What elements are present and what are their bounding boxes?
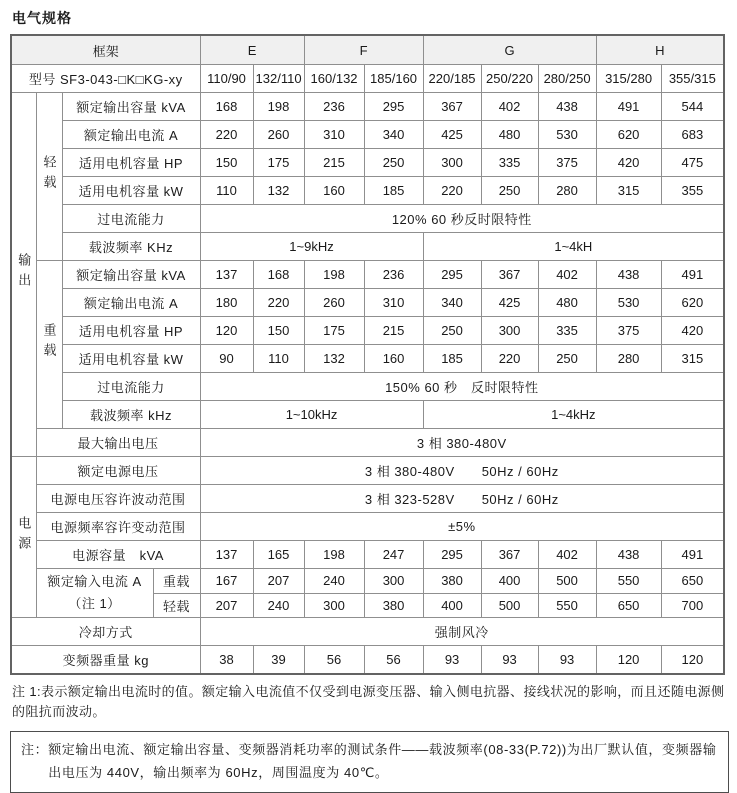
footnote-2-box xyxy=(10,731,729,793)
value-cell: 620 xyxy=(661,289,724,317)
value-cell: 260 xyxy=(304,289,364,317)
frame-label: 框架 xyxy=(11,35,200,65)
value-cell: 260 xyxy=(253,121,304,149)
value-cell: 420 xyxy=(661,317,724,345)
light-load-label: 轻载 xyxy=(36,93,62,261)
row-label: 额定电源电压 xyxy=(36,457,200,485)
input-current-label-line1: 额定输入电流 A xyxy=(47,574,142,589)
value-cell: 375 xyxy=(596,317,661,345)
merged-value-cell: 120% 60 秒反时限特性 xyxy=(200,205,724,233)
value-cell: 39 xyxy=(253,646,304,675)
value-cell: 310 xyxy=(364,289,423,317)
frame-f: F xyxy=(304,35,423,65)
value-cell: 240 xyxy=(253,593,304,618)
value-cell: 137 xyxy=(200,541,253,569)
model-cell: 220/185 xyxy=(423,65,481,93)
table-row xyxy=(11,177,724,205)
value-cell: 402 xyxy=(538,541,596,569)
carrier-right-cell: 1~4kHz xyxy=(423,401,724,429)
footnote-2-text: 注：额定输出电流、额定输出容量、变频器消耗功率的测试条件——载波频率(08-33(P.72))为出厂默认值，变频器输出电压为 440V，输出频率为 60Hz，周围温度为 40℃。 xyxy=(21,742,717,781)
merged-value-cell: 强制风冷 xyxy=(200,618,724,646)
value-cell: 90 xyxy=(200,345,253,373)
value-cell: 295 xyxy=(423,261,481,289)
table-row xyxy=(11,513,724,541)
value-cell: 168 xyxy=(200,93,253,121)
merged-value-cell: ±5% xyxy=(200,513,724,541)
sub-row-label: 重载 xyxy=(153,569,200,594)
row-label: 额定输出电流 A xyxy=(62,121,200,149)
table-row xyxy=(11,289,724,317)
table-row xyxy=(11,457,724,485)
merged-value-cell: 3 相 380-480V xyxy=(200,429,724,457)
value-cell: 400 xyxy=(423,593,481,618)
value-cell: 300 xyxy=(423,149,481,177)
row-label: 载波频率 kHz xyxy=(62,401,200,429)
row-label: 电源容量 kVA xyxy=(36,541,200,569)
row-label: 额定输出电流 A xyxy=(62,289,200,317)
value-cell: 530 xyxy=(596,289,661,317)
value-cell: 315 xyxy=(661,345,724,373)
input-current-label xyxy=(36,569,153,618)
merged-value-cell: 3 相 323-528V 50Hz / 60Hz xyxy=(200,485,724,513)
value-cell: 300 xyxy=(364,569,423,594)
row-label: 额定输出容量 kVA xyxy=(62,93,200,121)
value-cell: 491 xyxy=(661,261,724,289)
value-cell: 480 xyxy=(538,289,596,317)
value-cell: 38 xyxy=(200,646,253,675)
value-cell: 160 xyxy=(304,177,364,205)
value-cell: 295 xyxy=(364,93,423,121)
value-cell: 185 xyxy=(364,177,423,205)
value-cell: 120 xyxy=(200,317,253,345)
output-section-label: 输出 xyxy=(11,93,36,457)
model-label: 型号 SF3-043-□K□KG-xy xyxy=(11,65,200,93)
value-cell: 480 xyxy=(481,121,538,149)
table-row xyxy=(11,373,724,401)
table-row xyxy=(11,121,724,149)
value-cell: 491 xyxy=(596,93,661,121)
table-row xyxy=(11,646,724,675)
value-cell: 544 xyxy=(661,93,724,121)
value-cell: 160 xyxy=(364,345,423,373)
value-cell: 198 xyxy=(304,541,364,569)
value-cell: 137 xyxy=(200,261,253,289)
value-cell: 367 xyxy=(481,261,538,289)
value-cell: 400 xyxy=(481,569,538,594)
model-cell: 355/315 xyxy=(661,65,724,93)
row-label: 额定输出容量 kVA xyxy=(62,261,200,289)
value-cell: 110 xyxy=(200,177,253,205)
value-cell: 355 xyxy=(661,177,724,205)
table-row xyxy=(11,205,724,233)
value-cell: 207 xyxy=(200,593,253,618)
table-row xyxy=(11,149,724,177)
table-row xyxy=(11,233,724,261)
value-cell: 310 xyxy=(304,121,364,149)
value-cell: 550 xyxy=(538,593,596,618)
value-cell: 165 xyxy=(253,541,304,569)
value-cell: 250 xyxy=(423,317,481,345)
value-cell: 150 xyxy=(200,149,253,177)
value-cell: 650 xyxy=(661,569,724,594)
table-row xyxy=(11,93,724,121)
value-cell: 335 xyxy=(538,317,596,345)
footnote-1: 注 1:表示额定输出电流时的值。额定输入电流值不仅受到电源变压器、输入侧电抗器、接线状况的影响，而且还随电源侧的阻抗而波动。 xyxy=(12,684,725,720)
row-label: 最大输出电压 xyxy=(36,429,200,457)
value-cell: 683 xyxy=(661,121,724,149)
value-cell: 425 xyxy=(481,289,538,317)
page-title: 电气规格 xyxy=(12,10,72,26)
table-row xyxy=(11,317,724,345)
row-label: 过电流能力 xyxy=(62,373,200,401)
table-row xyxy=(11,541,724,569)
model-cell: 185/160 xyxy=(364,65,423,93)
merged-value-cell: 150% 60 秒 反时限特性 xyxy=(200,373,724,401)
value-cell: 280 xyxy=(538,177,596,205)
value-cell: 93 xyxy=(481,646,538,675)
value-cell: 380 xyxy=(364,593,423,618)
electrical-spec-table xyxy=(10,34,725,675)
row-label: 适用电机容量 kW xyxy=(62,345,200,373)
value-cell: 180 xyxy=(200,289,253,317)
frame-h: H xyxy=(596,35,724,65)
table-row xyxy=(11,345,724,373)
row-label: 冷却方式 xyxy=(11,618,200,646)
value-cell: 315 xyxy=(596,177,661,205)
value-cell: 120 xyxy=(596,646,661,675)
value-cell: 500 xyxy=(538,569,596,594)
value-cell: 220 xyxy=(481,345,538,373)
value-cell: 93 xyxy=(538,646,596,675)
model-cell: 315/280 xyxy=(596,65,661,93)
value-cell: 295 xyxy=(423,541,481,569)
value-cell: 220 xyxy=(200,121,253,149)
carrier-right-cell: 1~4kH xyxy=(423,233,724,261)
value-cell: 132 xyxy=(253,177,304,205)
table-row xyxy=(11,401,724,429)
input-current-label-line2: （注 1） xyxy=(68,596,121,612)
value-cell: 700 xyxy=(661,593,724,618)
value-cell: 280 xyxy=(596,345,661,373)
row-label: 电源频率容许变动范围 xyxy=(36,513,200,541)
value-cell: 335 xyxy=(481,149,538,177)
value-cell: 175 xyxy=(253,149,304,177)
value-cell: 220 xyxy=(253,289,304,317)
row-label: 过电流能力 xyxy=(62,205,200,233)
value-cell: 300 xyxy=(304,593,364,618)
value-cell: 185 xyxy=(423,345,481,373)
table-row xyxy=(11,261,724,289)
value-cell: 620 xyxy=(596,121,661,149)
value-cell: 56 xyxy=(304,646,364,675)
value-cell: 340 xyxy=(423,289,481,317)
model-row xyxy=(11,65,724,93)
table-row xyxy=(11,429,724,457)
value-cell: 150 xyxy=(253,317,304,345)
value-cell: 167 xyxy=(200,569,253,594)
value-cell: 236 xyxy=(364,261,423,289)
value-cell: 475 xyxy=(661,149,724,177)
value-cell: 380 xyxy=(423,569,481,594)
frame-g: G xyxy=(423,35,596,65)
value-cell: 438 xyxy=(538,93,596,121)
value-cell: 530 xyxy=(538,121,596,149)
value-cell: 650 xyxy=(596,593,661,618)
value-cell: 550 xyxy=(596,569,661,594)
value-cell: 236 xyxy=(304,93,364,121)
value-cell: 207 xyxy=(253,569,304,594)
value-cell: 438 xyxy=(596,261,661,289)
value-cell: 402 xyxy=(538,261,596,289)
value-cell: 240 xyxy=(304,569,364,594)
row-label: 适用电机容量 HP xyxy=(62,317,200,345)
value-cell: 198 xyxy=(304,261,364,289)
value-cell: 215 xyxy=(304,149,364,177)
merged-value-cell: 3 相 380-480V 50Hz / 60Hz xyxy=(200,457,724,485)
table-row xyxy=(11,569,724,594)
value-cell: 500 xyxy=(481,593,538,618)
heavy-load-label: 重载 xyxy=(36,261,62,429)
value-cell: 250 xyxy=(364,149,423,177)
value-cell: 420 xyxy=(596,149,661,177)
model-cell: 250/220 xyxy=(481,65,538,93)
sub-row-label: 轻载 xyxy=(153,593,200,618)
value-cell: 198 xyxy=(253,93,304,121)
model-cell: 110/90 xyxy=(200,65,253,93)
row-label: 变频器重量 kg xyxy=(11,646,200,675)
frame-header-row xyxy=(11,35,724,65)
value-cell: 375 xyxy=(538,149,596,177)
value-cell: 425 xyxy=(423,121,481,149)
value-cell: 402 xyxy=(481,93,538,121)
value-cell: 132 xyxy=(304,345,364,373)
value-cell: 168 xyxy=(253,261,304,289)
row-label: 适用电机容量 HP xyxy=(62,149,200,177)
row-label: 载波频率 KHz xyxy=(62,233,200,261)
model-cell: 132/110 xyxy=(253,65,304,93)
power-section-label: 电源 xyxy=(11,457,36,618)
value-cell: 247 xyxy=(364,541,423,569)
model-cell: 280/250 xyxy=(538,65,596,93)
value-cell: 120 xyxy=(661,646,724,675)
value-cell: 300 xyxy=(481,317,538,345)
table-row xyxy=(11,485,724,513)
model-cell: 160/132 xyxy=(304,65,364,93)
value-cell: 438 xyxy=(596,541,661,569)
value-cell: 215 xyxy=(364,317,423,345)
value-cell: 367 xyxy=(481,541,538,569)
value-cell: 367 xyxy=(423,93,481,121)
table-row xyxy=(11,618,724,646)
value-cell: 110 xyxy=(253,345,304,373)
value-cell: 220 xyxy=(423,177,481,205)
value-cell: 56 xyxy=(364,646,423,675)
value-cell: 93 xyxy=(423,646,481,675)
value-cell: 250 xyxy=(538,345,596,373)
value-cell: 250 xyxy=(481,177,538,205)
row-label: 电源电压容许波动范围 xyxy=(36,485,200,513)
value-cell: 175 xyxy=(304,317,364,345)
value-cell: 340 xyxy=(364,121,423,149)
value-cell: 491 xyxy=(661,541,724,569)
carrier-left-cell: 1~9kHz xyxy=(200,233,423,261)
row-label: 适用电机容量 kW xyxy=(62,177,200,205)
frame-e: E xyxy=(200,35,304,65)
carrier-left-cell: 1~10kHz xyxy=(200,401,423,429)
